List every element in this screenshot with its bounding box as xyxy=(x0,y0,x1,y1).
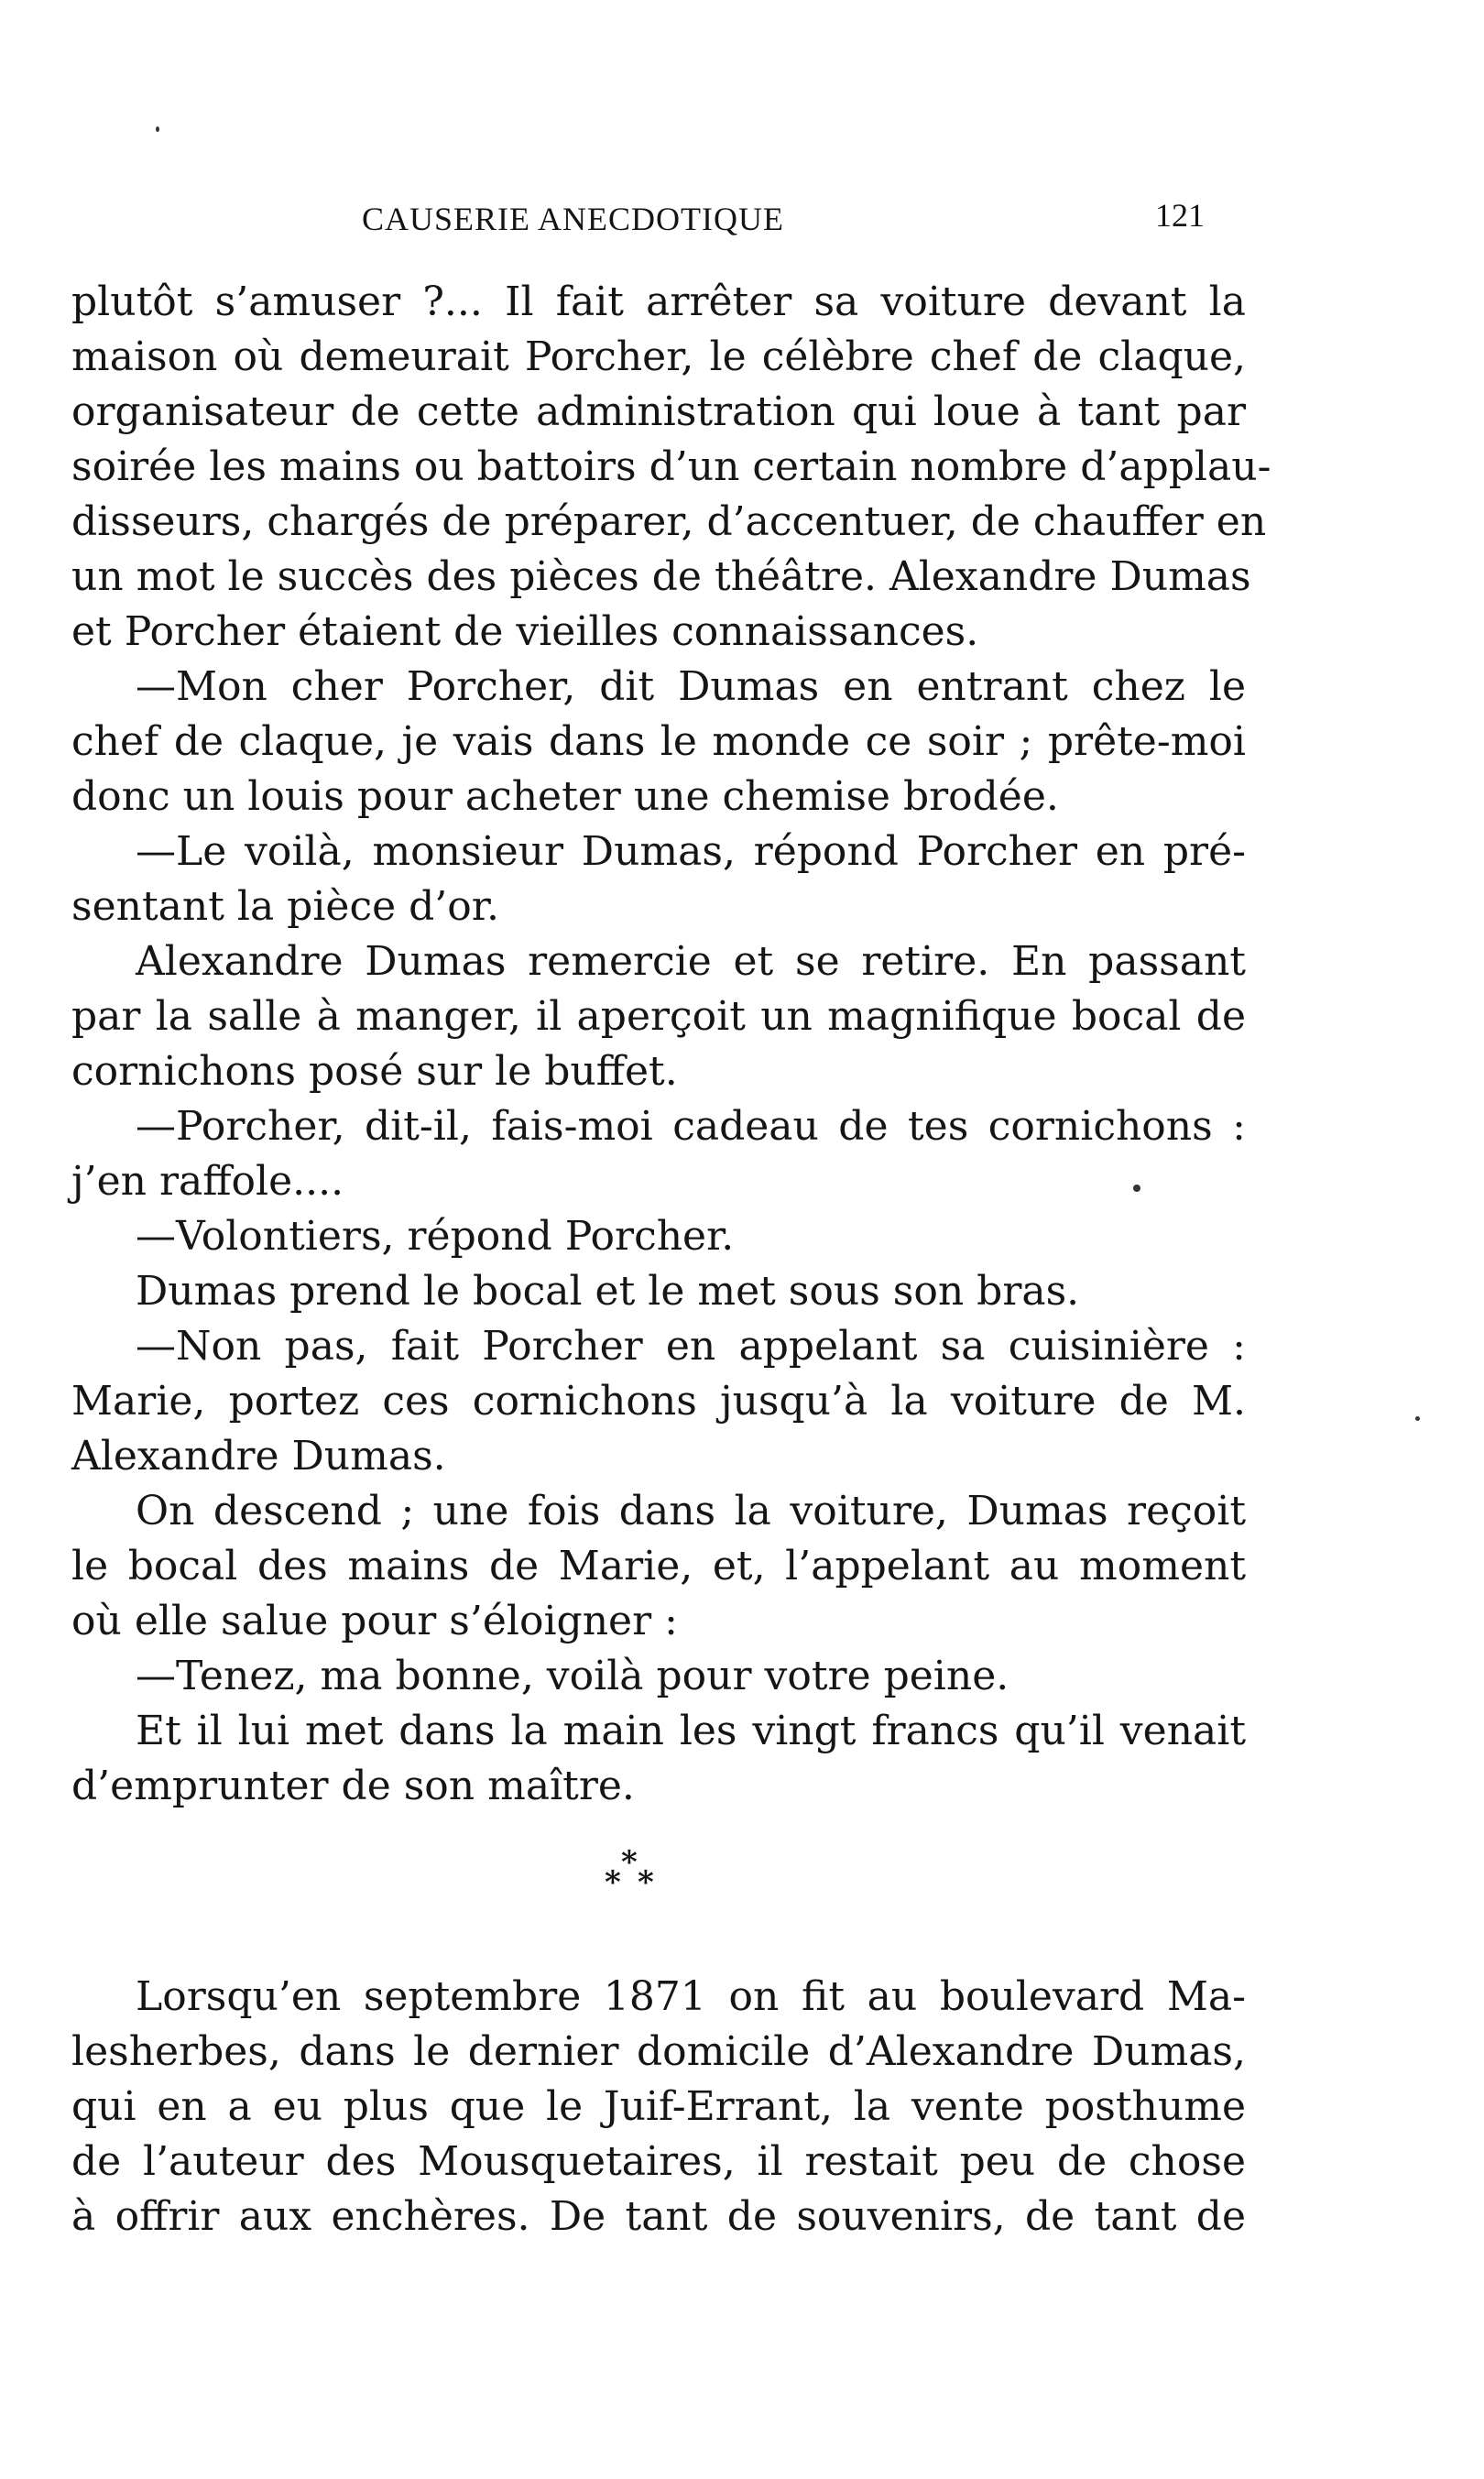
text-line: Lorsqu’en septembre 1871 on fit au boulevard Ma- xyxy=(136,1973,1246,2020)
text-line: qui en a eu plus que le Juif-Errant, la vente posthume xyxy=(71,2083,1246,2130)
print-speck xyxy=(156,126,159,132)
text-line: de l’auteur des Mousquetaires, il restait peu de chose xyxy=(71,2138,1246,2185)
text-line: —Volontiers, répond Porcher. xyxy=(136,1213,735,1260)
text-line: lesherbes, dans le dernier domicile d’Alexandre Dumas, xyxy=(71,2028,1246,2075)
paragraph xyxy=(71,1319,1246,1484)
paragraph xyxy=(71,1209,1246,1264)
text-line: d’emprunter de son maître. xyxy=(71,1763,635,1809)
text-line: —Non pas, fait Porcher en appelant sa cuisinière : xyxy=(136,1323,1246,1370)
section-break-asterism: * * * xyxy=(605,1844,654,1901)
text-line: plutôt s’amuser ?... Il fait arrêter sa voiture devant la xyxy=(71,278,1246,325)
paragraph xyxy=(71,275,1271,660)
text-line: Marie, portez ces cornichons jusqu’à la voiture de M. xyxy=(71,1378,1246,1425)
text-line: disseurs, chargés de préparer, d’accentuer, de chauffer en xyxy=(71,498,1267,545)
paragraph xyxy=(71,1970,1246,2244)
text-line: j’en raffole.... xyxy=(71,1158,344,1205)
text-line: cornichons posé sur le buffet. xyxy=(71,1048,678,1095)
text-line: organisateur de cette administration qui loue à tant par xyxy=(71,388,1246,435)
paragraph xyxy=(71,825,1246,934)
text-line: —Porcher, dit-il, fais-moi cadeau de tes cornichons : xyxy=(136,1103,1246,1150)
text-line: un mot le succès des pièces de théâtre. Alexandre Dumas xyxy=(71,553,1251,600)
page-number: 121 xyxy=(1155,197,1205,234)
text-line: chef de claque, je vais dans le monde ce soir ; prête-moi xyxy=(71,718,1246,765)
text-line: Dumas prend le bocal et le met sous son bras. xyxy=(136,1268,1080,1315)
text-line: On descend ; une fois dans la voiture, Dumas reçoit xyxy=(136,1488,1246,1534)
paragraph xyxy=(71,1264,1246,1319)
running-title: CAUSERIE ANECDOTIQUE xyxy=(362,201,784,237)
text-line: —Le voilà, monsieur Dumas, répond Porcher en pré- xyxy=(136,828,1246,875)
text-line: sentant la pièce d’or. xyxy=(71,883,499,930)
running-head xyxy=(362,197,1205,251)
paragraph xyxy=(71,934,1246,1099)
text-line: Alexandre Dumas remercie et se retire. En passant xyxy=(136,938,1246,985)
text-line: donc un louis pour acheter une chemise brodée. xyxy=(71,773,1059,820)
paragraph xyxy=(71,1099,1246,1209)
paragraph xyxy=(71,660,1246,825)
text-line: et Porcher étaient de vieilles connaissances. xyxy=(71,608,979,655)
paragraph xyxy=(71,1649,1246,1704)
text-block xyxy=(71,275,1271,2244)
text-line: le bocal des mains de Marie, et, l’appelant au moment xyxy=(71,1543,1246,1589)
text-line: soirée les mains ou battoirs d’un certain nombre d’applau- xyxy=(71,443,1271,490)
text-line: où elle salue pour s’éloigner : xyxy=(71,1598,678,1644)
print-speck xyxy=(1415,1416,1420,1421)
text-line: maison où demeurait Porcher, le célèbre chef de claque, xyxy=(71,333,1246,380)
text-line: —Mon cher Porcher, dit Dumas en entrant chez le xyxy=(136,663,1246,710)
text-line: à offrir aux enchères. De tant de souvenirs, de tant de xyxy=(71,2193,1246,2240)
text-line: Et il lui met dans la main les vingt francs qu’il venait xyxy=(136,1708,1246,1754)
text-line: par la salle à manger, il aperçoit un magnifique bocal de xyxy=(71,993,1246,1040)
text-line: —Tenez, ma bonne, voilà pour votre peine. xyxy=(136,1653,1009,1699)
paragraph xyxy=(71,1704,1246,1814)
paragraph xyxy=(71,1484,1246,1649)
text-line: Alexandre Dumas. xyxy=(71,1433,446,1480)
